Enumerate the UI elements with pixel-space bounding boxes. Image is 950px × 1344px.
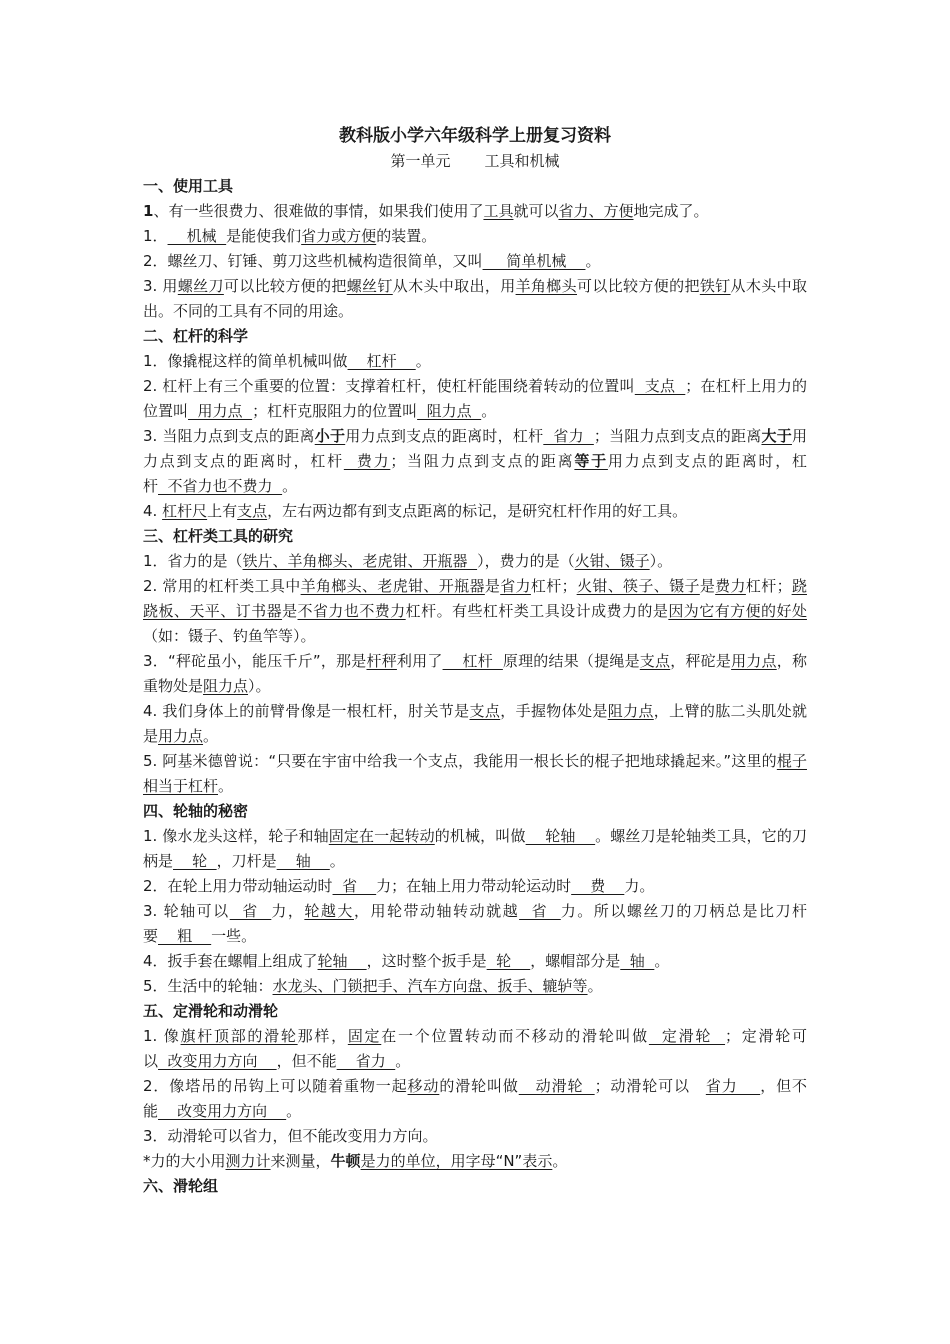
text-run: ），费力的是（ xyxy=(477,552,575,570)
answer-text: 省力 xyxy=(543,427,594,445)
section-heading: 六、滑轮组 xyxy=(143,1177,219,1195)
paragraph xyxy=(143,249,807,274)
answer-text: 测力计 xyxy=(225,1152,271,1170)
answer-text: 固定在一起转动 xyxy=(328,827,435,845)
text-run: 2．像塔吊的吊钩上可以随着重物一起 xyxy=(143,1077,408,1095)
text-run: 用力点到支点的距离时，杠杆 xyxy=(143,427,807,470)
answer-text: 省 xyxy=(519,902,561,920)
paragraph xyxy=(143,949,807,974)
text-run: 是 xyxy=(699,577,716,595)
text-run: 3. 用 xyxy=(143,277,178,295)
paragraph xyxy=(143,424,807,499)
text-run: ；当阻力点到支点的距离 xyxy=(390,452,575,470)
answer-text: 轮越大 xyxy=(304,902,354,920)
paragraph xyxy=(143,549,807,574)
text-run: 4. 我们身体上的前臂骨像是一根杠杆，肘关节是 xyxy=(143,702,470,720)
text-run: ，左右两边都有到支点距离的标记，是研究杠杆作用的好工具。 xyxy=(267,502,688,520)
answer-text: 省力 xyxy=(336,1052,396,1070)
answer-text: 支点 xyxy=(634,377,686,395)
answer-text: 轴 xyxy=(620,952,655,970)
text-run: ；杠杆克服阻力的位置叫 xyxy=(252,402,418,420)
text-run: 是 xyxy=(282,602,298,620)
text-run: 。 xyxy=(203,727,219,745)
section-heading: 一、使用工具 xyxy=(143,177,234,195)
text-run: ，称重物处是 xyxy=(143,652,807,695)
answer-text: 羊角榔头、老虎钳、开瓶器 xyxy=(300,577,485,595)
text-run: 一些。 xyxy=(211,927,257,945)
text-run: 5. 阿基米德曾说：“只要在宇宙中给我一个支点，我能用一根长长的棍子把地球撬起来。”这里的 xyxy=(143,752,777,770)
text-run: 可以比较方便的把 xyxy=(223,277,347,295)
text-run: 用力点到支点的距离时，杠杆 xyxy=(345,427,544,445)
text-run: 2. 杠杆上有三个重要的位置：支撑着杠杆，使杠杆能围绕着转动的位置叫 xyxy=(143,377,635,395)
text-run: ）。 xyxy=(248,677,271,695)
text-run: ，螺帽部分是 xyxy=(530,952,621,970)
answer-text: 不省力也不费力 xyxy=(158,477,283,495)
text-run: 4. xyxy=(143,502,163,520)
answer-text: 用力点 xyxy=(731,652,777,670)
answer-text: 轮轴 xyxy=(317,952,367,970)
paragraph xyxy=(143,349,807,374)
answer-text: 粗 xyxy=(158,927,212,945)
answer-text: 螺丝钉 xyxy=(346,277,393,295)
text-run: ，上臂的肱二头肌处就是 xyxy=(143,702,807,745)
text-run: 。 xyxy=(218,777,234,795)
text-run: 3. 轮轴可以 xyxy=(143,902,230,920)
answer-text: 旗杆顶部的滑轮 xyxy=(180,1027,298,1045)
answer-text: 等于 xyxy=(574,452,608,470)
text-run: 利用了 xyxy=(396,652,443,670)
paragraph xyxy=(143,199,807,224)
text-run: 力；在轴上用力带动轮运动时 xyxy=(376,877,572,895)
text-run: 1．省力的是（ xyxy=(143,552,243,570)
answer-text: 火钳、筷子、镊子 xyxy=(576,577,700,595)
answer-text: 杠杆 xyxy=(347,352,416,370)
unit-number: 第一单元 xyxy=(390,152,451,170)
answer-text: 阻力点 xyxy=(417,402,482,420)
text-run: ）。 xyxy=(649,552,673,570)
unit-name: 工具和机械 xyxy=(484,152,560,170)
answer-text: 棍子相当于杠杆 xyxy=(143,752,807,795)
answer-text: 用力点 xyxy=(188,402,253,420)
text-run: 在一个位置转动而不移动的滑轮叫做 xyxy=(381,1027,649,1045)
text-run: 牛顿 xyxy=(330,1152,361,1170)
answer-text: 轮 xyxy=(486,952,531,970)
text-run: 力， xyxy=(271,902,305,920)
text-run: ，用轮带动轴转动就越 xyxy=(353,902,520,920)
text-run: 是 xyxy=(484,577,501,595)
text-run: 地完成了。 xyxy=(633,202,709,220)
text-run: ，但不能 xyxy=(143,1077,807,1120)
text-run: 可以比较方便的把 xyxy=(577,277,700,295)
answer-text: 杠杆尺 xyxy=(162,502,208,520)
text-run: 杠杆； xyxy=(530,577,577,595)
sections-container xyxy=(143,174,807,1199)
paragraph xyxy=(143,499,807,524)
text-run: ；定滑轮可以 xyxy=(143,1027,807,1070)
text-run: ；在杠杆上用力的位置叫 xyxy=(143,377,807,420)
text-run: 那样， xyxy=(297,1027,348,1045)
text-run: ，手握物体处是 xyxy=(500,702,608,720)
text-run: ，这时整个扳手是 xyxy=(366,952,487,970)
text-run: ，但不能 xyxy=(276,1052,337,1070)
answer-text: 改变用力方向 xyxy=(158,1102,287,1120)
answer-text: 跷跷板、天平、订书器 xyxy=(143,577,807,620)
paragraph xyxy=(143,574,807,649)
answer-text: 铁片、羊角榔头、老虎钳、开瓶器 xyxy=(242,552,478,570)
answer-text: 省 xyxy=(229,902,272,920)
answer-text: 阻力点 xyxy=(203,677,249,695)
answer-text: 不省力也不费力 xyxy=(297,602,406,620)
answer-text: 铁钉 xyxy=(699,277,731,295)
answer-text: 支点 xyxy=(237,502,268,520)
text-run: 1. 像 xyxy=(143,1027,181,1045)
answer-text: 定滑轮 xyxy=(648,1027,726,1045)
text-run: 5．生活中的轮轴： xyxy=(143,977,273,995)
text-run: 力。 xyxy=(624,877,655,895)
text-run: ，秤砣是 xyxy=(670,652,732,670)
answer-text: 省 xyxy=(332,877,377,895)
answer-text: 改变用力方向 xyxy=(158,1052,277,1070)
text-run: 就可以 xyxy=(513,202,559,220)
text-run: 。 xyxy=(286,1102,302,1120)
text-run: 从木头中取出，用 xyxy=(392,277,516,295)
answer-text: 费力 xyxy=(343,452,391,470)
text-run: 用力点到支点的距离时，杠杆 xyxy=(143,452,807,495)
paragraph xyxy=(143,374,807,424)
text-run: 。螺丝刀是轮轴类工具，它的刀柄是 xyxy=(143,827,807,870)
answer-text: 螺丝刀 xyxy=(177,277,224,295)
text-run: 4．扳手套在螺帽上组成了 xyxy=(143,952,318,970)
answer-text: 支点 xyxy=(639,652,671,670)
answer-text: 动滑轮 xyxy=(518,1077,595,1095)
text-run: 1 xyxy=(143,202,154,220)
answer-text: 因为它有方便的好处 xyxy=(668,602,807,620)
section-heading: 三、杠杆类工具的研究 xyxy=(143,527,294,545)
text-run: 。 xyxy=(654,952,670,970)
text-run: 。 xyxy=(329,852,345,870)
text-run: 的机械，叫做 xyxy=(434,827,526,845)
text-run: 杠杆； xyxy=(745,577,792,595)
answer-text: 支点 xyxy=(469,702,501,720)
text-run: 、有一些很费力、很难做的事情，如果我们使用了 xyxy=(153,202,484,220)
answer-text: 省力 xyxy=(500,577,531,595)
text-run: 力。所以螺丝刀的刀柄总是比刀杆要 xyxy=(143,902,807,945)
text-run: 3．动滑轮可以省力，但不能改变用力方向。 xyxy=(143,1127,438,1145)
answer-text: 用力点 xyxy=(158,727,204,745)
answer-text: 是力的单位，用字母“N”表示 xyxy=(360,1152,553,1170)
answer-text: 杠杆 xyxy=(442,652,503,670)
answer-text: 水龙头、门锁把手、汽车方向盘、扳手、辘轳等 xyxy=(272,977,588,995)
paragraph xyxy=(143,224,807,249)
text-run: 从木头中取出。不同的工具有不同的用途。 xyxy=(143,277,807,320)
answer-text: 省力、方便 xyxy=(558,202,634,220)
text-run: ；当阻力点到支点的距离 xyxy=(593,427,762,445)
text-run: 杠杆。有些杠杆类工具设计成费力的是 xyxy=(405,602,669,620)
text-run: 。 xyxy=(282,477,298,495)
paragraph xyxy=(143,974,807,999)
paragraph xyxy=(143,649,807,699)
text-run: 的装置。 xyxy=(376,227,437,245)
answer-text: 杆秤 xyxy=(366,652,397,670)
answer-text: 简单机械 xyxy=(482,252,586,270)
answer-text: 省力 xyxy=(705,1077,761,1095)
text-run: 。 xyxy=(587,977,603,995)
text-run: 。 xyxy=(552,1152,568,1170)
paragraph xyxy=(143,274,807,324)
text-run: ，刀杆是 xyxy=(216,852,277,870)
text-run: （如：镊子、钓鱼竿等）。 xyxy=(143,627,316,645)
answer-text: 火钳、镊子 xyxy=(574,552,650,570)
paragraph xyxy=(143,1074,807,1124)
answer-text: 轮 xyxy=(173,852,217,870)
answer-text: 移动 xyxy=(407,1077,440,1095)
text-run: 2．螺丝刀、钉锤、剪刀这些机械构造很简单，又叫 xyxy=(143,252,483,270)
section-heading: 五、定滑轮和动滑轮 xyxy=(143,1002,279,1020)
paragraph xyxy=(143,899,807,949)
text-run: 。 xyxy=(481,402,497,420)
text-run: 3. 当阻力点到支点的距离 xyxy=(143,427,315,445)
paragraph xyxy=(143,824,807,874)
answer-text: 轮轴 xyxy=(525,827,596,845)
text-run: 1． xyxy=(143,227,168,245)
answer-text: 阻力点 xyxy=(607,702,654,720)
text-run: 1. 像水龙头这样，轮子和轴 xyxy=(143,827,329,845)
answer-text: 小于 xyxy=(314,427,346,445)
paragraph xyxy=(143,749,807,799)
paragraph xyxy=(143,699,807,749)
text-run: 来测量， xyxy=(270,1152,331,1170)
text-run: 。 xyxy=(585,252,601,270)
text-run: ；动滑轮可以 xyxy=(594,1077,706,1095)
section-heading: 二、杠杆的科学 xyxy=(143,327,249,345)
paragraph xyxy=(143,874,807,899)
text-run: 上有 xyxy=(207,502,238,520)
paragraph xyxy=(143,1149,807,1174)
text-run: 的滑轮叫做 xyxy=(439,1077,519,1095)
unit-subtitle xyxy=(143,149,807,174)
text-run: 2．在轮上用力带动轴运动时 xyxy=(143,877,333,895)
answer-text: 省力或方便 xyxy=(301,227,377,245)
text-run: 1．像撬棍这样的简单机械叫做 xyxy=(143,352,348,370)
answer-text: 羊角榔头 xyxy=(515,277,577,295)
paragraph xyxy=(143,1024,807,1074)
answer-text: 工具 xyxy=(483,202,514,220)
answer-text: 机械 xyxy=(167,227,227,245)
text-run: 2. 常用的杠杆类工具中 xyxy=(143,577,301,595)
answer-text: 轴 xyxy=(276,852,330,870)
text-run: 3．“秤砣虽小，能压千斤”，那是 xyxy=(143,652,367,670)
text-run: 原理的结果（提绳是 xyxy=(502,652,640,670)
document-title: 教科版小学六年级科学上册复习资料 xyxy=(339,126,611,146)
text-run: 。 xyxy=(395,1052,411,1070)
text-run: 是能使我们 xyxy=(226,227,302,245)
text-run: 。 xyxy=(415,352,431,370)
answer-text: 大于 xyxy=(761,427,792,445)
section-heading: 四、轮轴的秘密 xyxy=(143,802,249,820)
answer-text: 费 xyxy=(571,877,625,895)
answer-text: 费力 xyxy=(715,577,746,595)
text-run: *力的大小用 xyxy=(143,1152,226,1170)
document-content xyxy=(143,123,807,1199)
answer-text: 固定 xyxy=(347,1027,382,1045)
paragraph xyxy=(143,1124,807,1149)
